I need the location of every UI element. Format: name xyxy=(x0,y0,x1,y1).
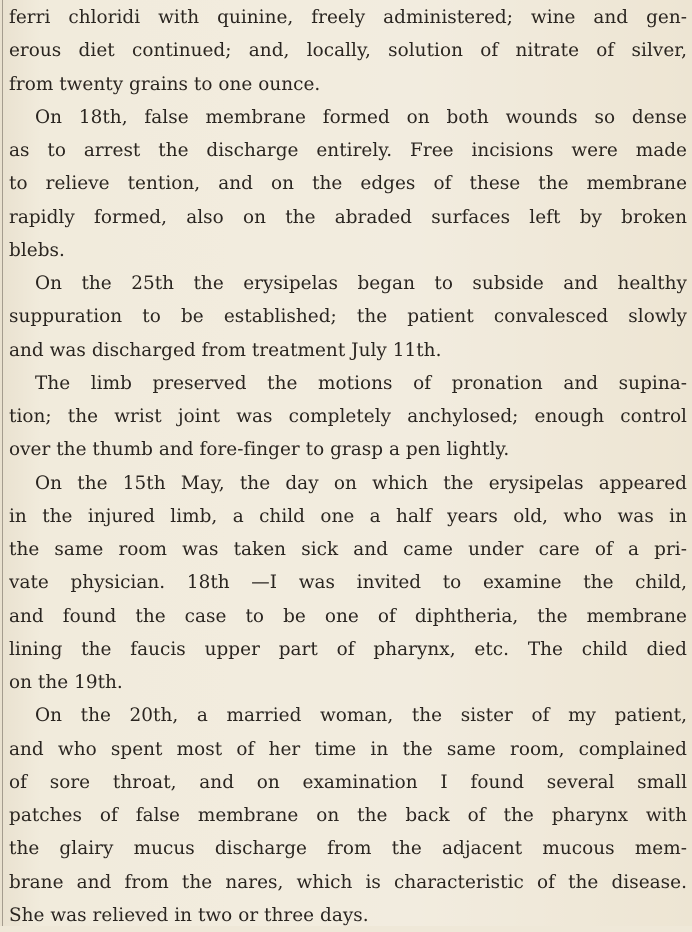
text-line: the glairy mucus discharge from the adjacent mucous mem- xyxy=(9,838,687,860)
text-line: to relieve tention, and on the edges of these the membrane xyxy=(9,173,687,195)
text-line: lining the faucis upper part of pharynx, etc. The child died xyxy=(9,638,687,660)
text-line: brane and from the nares, which is characteristic of the disease. xyxy=(9,871,687,893)
text-line: On the 25th the erysipelas began to subside and healthy xyxy=(35,273,687,294)
text-line: the same room was taken sick and came under care of a pri- xyxy=(9,539,687,560)
text-line: patches of false membrane on the back of the pharynx with xyxy=(9,805,687,826)
text-line: and found the case to be one of diphtheria, the membrane xyxy=(9,605,687,627)
text-line: as to arrest the discharge entirely. Free incisions were made xyxy=(9,140,687,161)
text-line: suppuration to be established; the patient convalesced slowly xyxy=(9,306,687,328)
paragraph-5 xyxy=(9,467,687,700)
text-line: from twenty grains to one ounce. xyxy=(9,73,321,95)
column-rule xyxy=(2,0,3,926)
text-line: of sore throat, and on examination I found several small xyxy=(9,771,687,793)
text-line: blebs. xyxy=(9,239,65,261)
text-line: ferri chloridi with quinine, freely administered; wine and gen- xyxy=(9,7,687,28)
text-line: and was discharged from treatment July 11th. xyxy=(9,339,442,361)
text-line: On the 20th, a married woman, the sister of my patient, xyxy=(35,705,687,727)
paragraph-3 xyxy=(9,267,687,367)
text-line: rapidly formed, also on the abraded surfaces left by broken xyxy=(9,206,687,228)
text-line: and who spent most of her time in the same room, complained xyxy=(9,738,687,760)
paragraph-1 xyxy=(9,1,687,101)
paragraph-4 xyxy=(9,367,687,467)
article-body xyxy=(9,1,687,932)
text-line: On 18th, false membrane formed on both wounds so dense xyxy=(35,106,687,128)
text-line: vate physician. 18th —I was invited to examine the child, xyxy=(9,572,687,594)
text-line: tion; the wrist joint was completely anchylosed; enough control xyxy=(9,406,687,427)
paragraph-2 xyxy=(9,101,687,267)
text-line: On the 15th May, the day on which the erysipelas appeared xyxy=(35,472,687,494)
text-line: She was relieved in two or three days. xyxy=(9,904,369,926)
text-line: erous diet continued; and, locally, solution of nitrate of silver, xyxy=(9,40,687,62)
paragraph-6 xyxy=(9,699,687,932)
text-line: over the thumb and fore-finger to grasp a pen lightly. xyxy=(9,439,510,461)
text-line: The limb preserved the motions of pronation and supina- xyxy=(35,372,687,394)
text-line: in the injured limb, a child one a half years old, who was in xyxy=(9,505,687,527)
text-line: on the 19th. xyxy=(9,672,123,693)
